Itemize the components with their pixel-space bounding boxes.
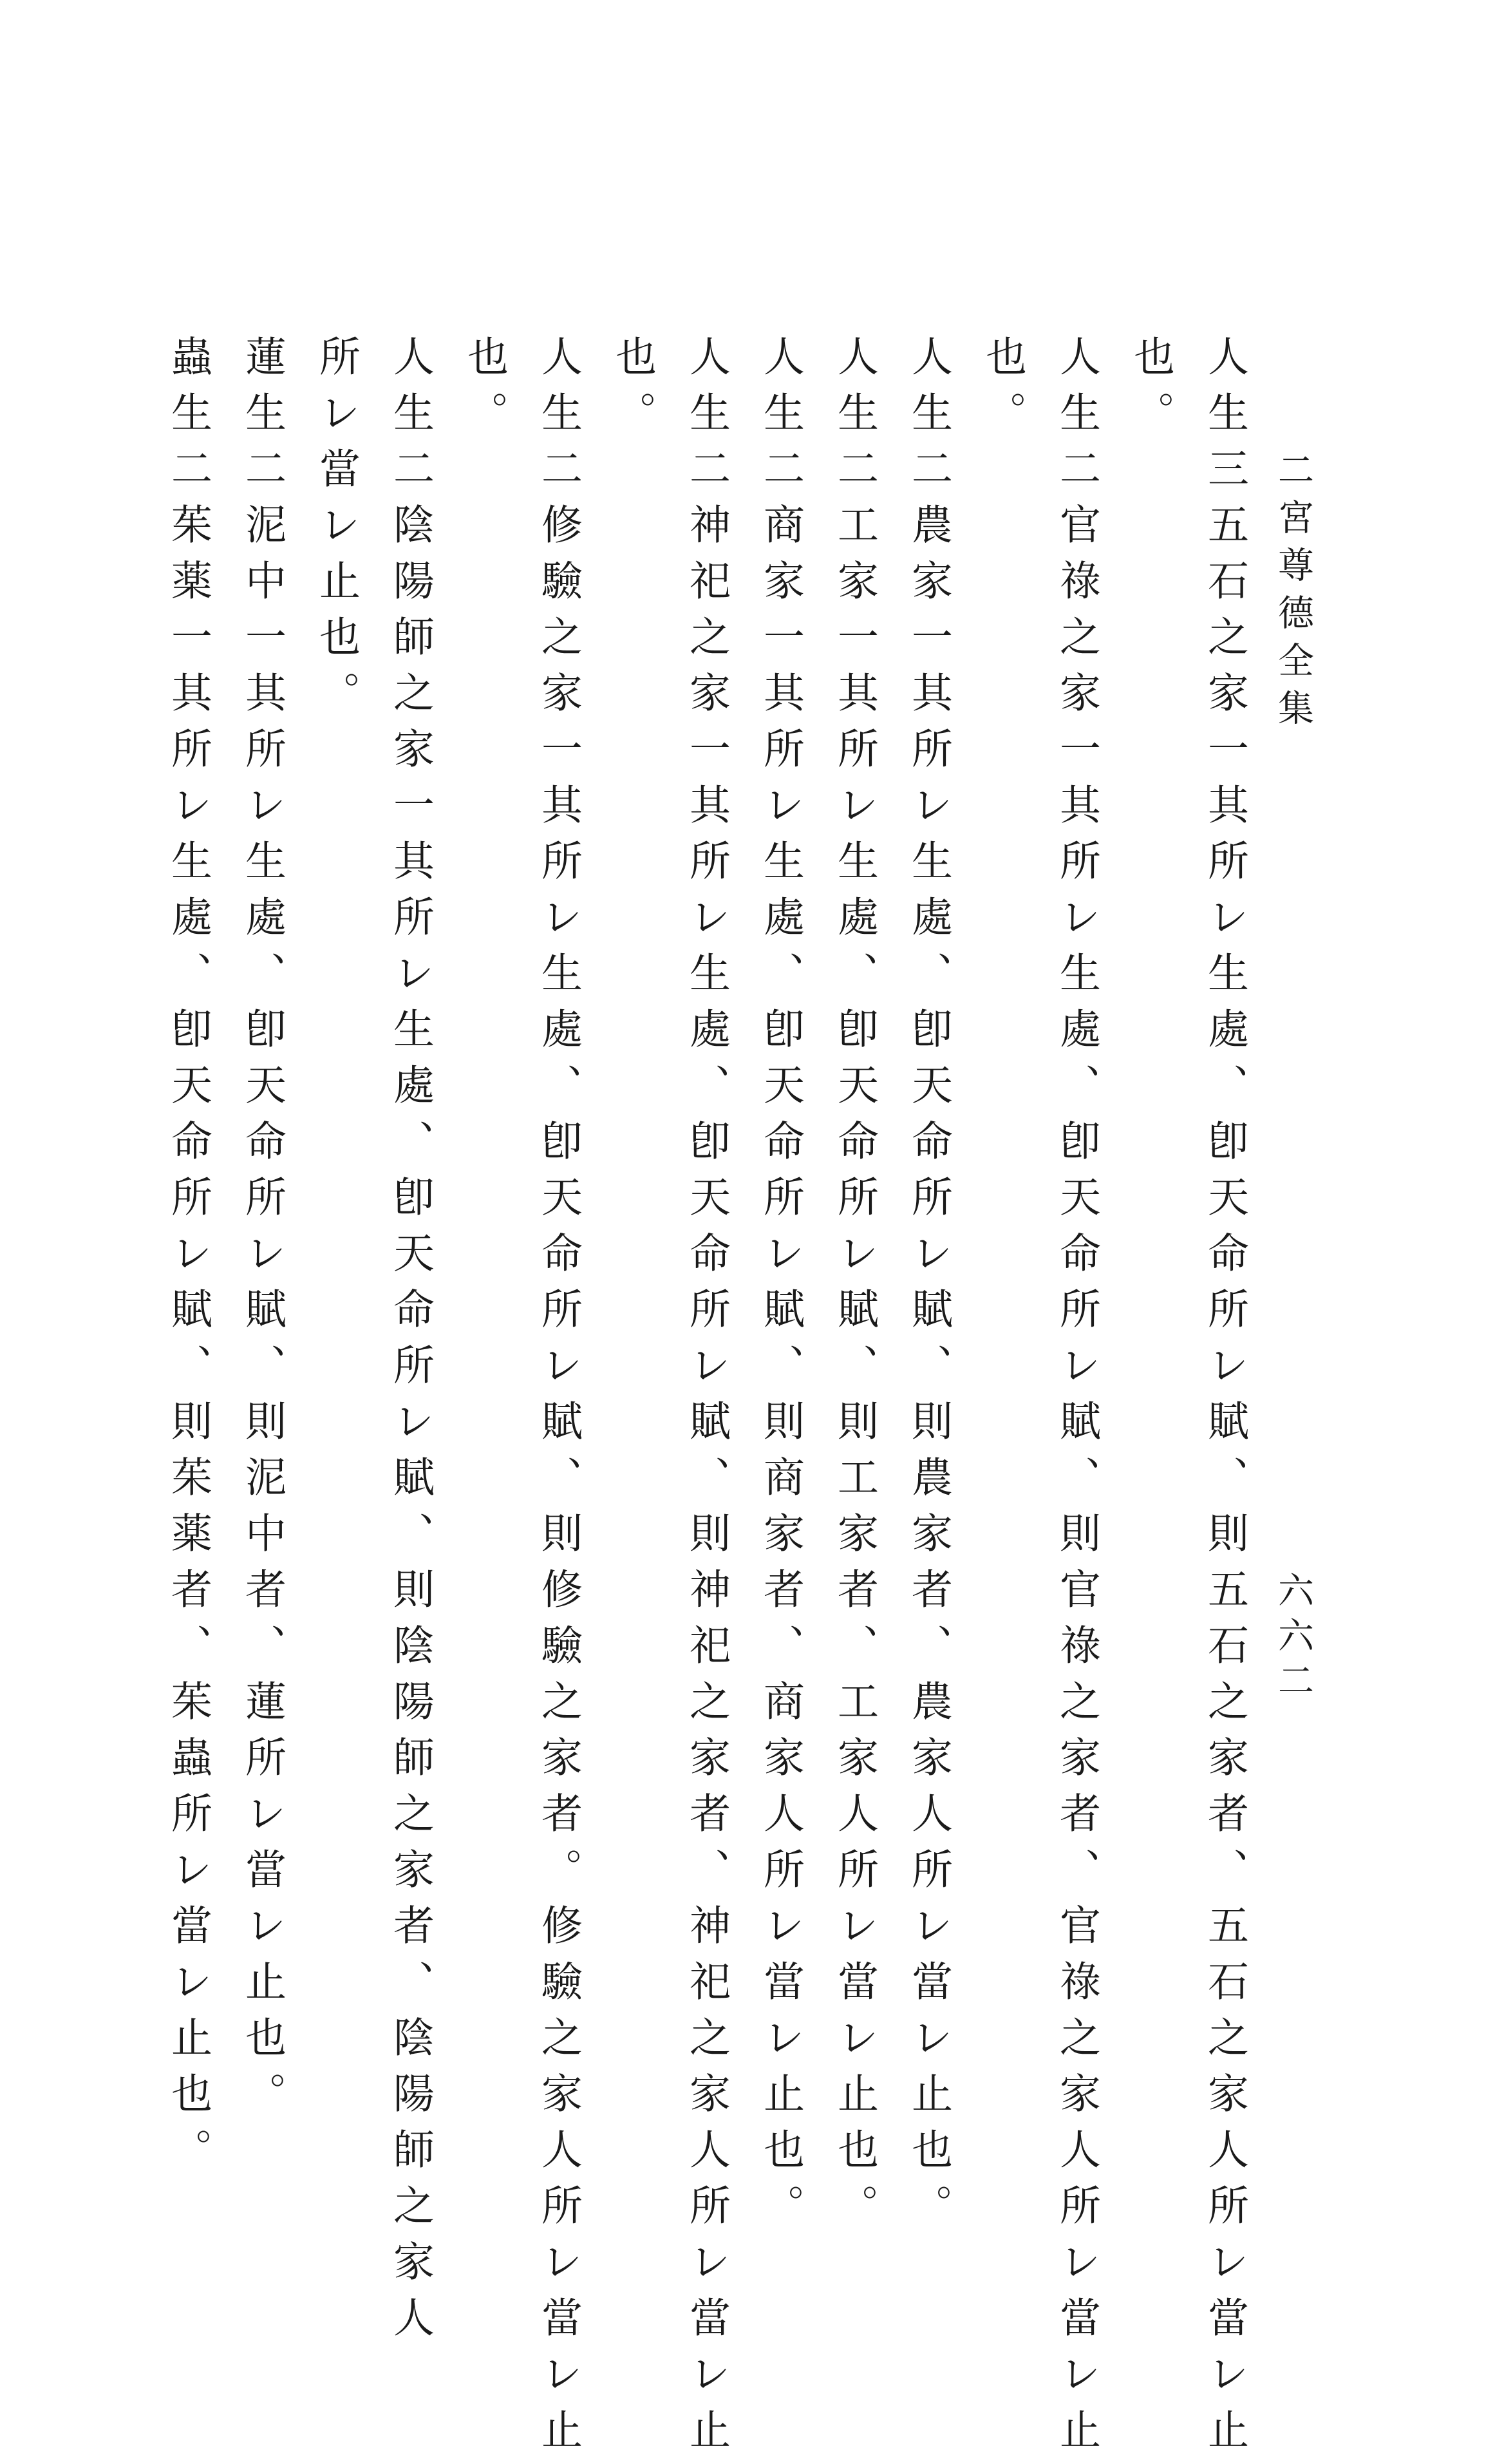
text-column: 也。 <box>608 335 656 447</box>
text-column: 人生二修驗之家一其所レ生處、卽天命所レ賦、則修驗之家者。修驗之家人所レ當レ止 <box>534 335 582 2464</box>
page-number: 六六二 <box>1272 1571 1314 1707</box>
text-column: 人生二神祀之家一其所レ生處、卽天命所レ賦、則神祀之家者、神祀之家人所レ當レ止 <box>682 335 730 2464</box>
text-column: 人生二官祿之家一其所レ生處、卽天命所レ賦、則官祿之家者、官祿之家人所レ當レ止 <box>1053 335 1100 2464</box>
text-column: 所レ當レ止也。 <box>312 335 360 727</box>
text-column: 人生二農家一其所レ生處、卽天命所レ賦、則農家者、農家人所レ當レ止也。 <box>905 335 952 2240</box>
text-column: 人生二陰陽師之家一其所レ生處、卽天命所レ賦、則陰陽師之家者、陰陽師之家人 <box>386 335 434 2352</box>
running-header-title: 二宮尊德全集 <box>1272 451 1314 737</box>
text-column: 人生三五石之家一其所レ生處、卽天命所レ賦、則五石之家者、五石之家人所レ當レ止 <box>1201 335 1248 2464</box>
text-column: 也。 <box>460 335 508 447</box>
text-column: 蟲生二茱薬一其所レ生處、卽天命所レ賦、則茱薬者、茱蟲所レ當レ止也。 <box>164 335 212 2184</box>
text-column: 蓮生二泥中一其所レ生處、卽天命所レ賦、則泥中者、蓮所レ當レ止也。 <box>238 335 286 2128</box>
text-column: 也。 <box>1127 335 1174 447</box>
text-column: 人生二工家一其所レ生處、卽天命所レ賦、則工家者、工家人所レ當レ止也。 <box>831 335 878 2240</box>
text-column: 人生二商家一其所レ生處、卽天命所レ賦、則商家者、商家人所レ當レ止也。 <box>757 335 804 2240</box>
text-column: 也。 <box>979 335 1026 447</box>
